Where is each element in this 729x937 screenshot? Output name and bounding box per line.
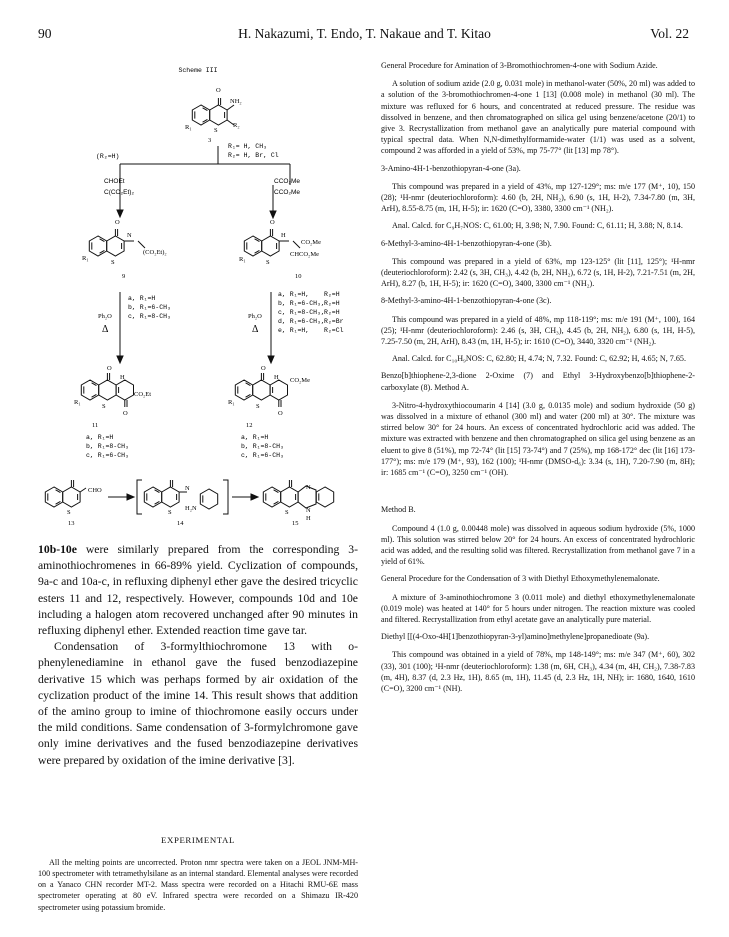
- discussion-para-1: [38, 542, 358, 639]
- compound-11-number: 11: [92, 422, 99, 429]
- sub11-c: c, R₁=6-CH₃: [86, 452, 129, 459]
- page-number: 90: [38, 26, 52, 41]
- c11-h: H: [120, 374, 125, 381]
- c11-r1: R₁: [74, 399, 81, 406]
- spacer: [381, 484, 695, 504]
- sub12-a: a, R₁=H: [241, 434, 269, 441]
- c10-r1: R₁: [239, 256, 246, 263]
- compound-13-number: 13: [68, 520, 75, 527]
- sub11-b: b, R₁=8-CH₃: [86, 443, 129, 450]
- section-heading: 3-Amino-4H-1-benzothiopyran-4-one (3a).: [381, 163, 521, 173]
- sub10-c: c, R₁=8-CH₃,: [278, 309, 325, 316]
- compound-11-structure: [81, 373, 133, 407]
- c12-co2me: CO₂Me: [290, 377, 310, 384]
- arrow-13-14: [108, 494, 134, 500]
- c3-r2: R₂: [233, 122, 240, 129]
- section-heading: Method B.: [381, 505, 416, 515]
- sub12-b: b, R₁=8-CH₃: [241, 443, 284, 450]
- compound-3-structure: [192, 98, 234, 125]
- sub10-a-r2: R₂=H: [324, 291, 340, 298]
- section-paragraph: A solution of sodium azide (2.0 g, 0.031 mole) in methanol-water (50%, 20 ml) was added to a solution of the 3-bromothiochromen-4-one 1 [13] (0.008 mole) in methanol (30 ml). The mixture was refluxed for 6 hours, and concentrated at reduced pressure. The residue was dissolved in benzene, and then chromatographed on silica gel using benzene/acetone (20/1) to give 3. Recrystallization from methanol gave an analytically pure material compound with typical spectral data. When N,N-dimethylformamide-water (1/1) was used as a solvent, compound 2 was afforded in a yield of 53%, mp 75-77° (lit [13] mp 78°).: [381, 79, 695, 156]
- reagent-right-1: CCO₂Me: [274, 178, 300, 185]
- left-condition: (R₂=H): [96, 153, 120, 160]
- c12-oxo: O: [261, 365, 266, 372]
- sub-list-11: [86, 434, 129, 459]
- compound-15-structure: [263, 480, 333, 508]
- experimental-heading: EXPERIMENTAL: [161, 834, 235, 845]
- para-lead-bold: 10b-10e: [38, 543, 77, 556]
- heat-symbol-right: Δ: [252, 324, 259, 335]
- section-paragraph: This compound was prepared in a yield of 48%, mp 118-119°; ms: m/e 191 (M⁺, 100), 164 (25); ¹H-nmr (deuteriochloroform): 2.46 (s, 3H, CH₃), 4.45 (b, 2H, NH₂), 6.80 (s, 1H, H-5), 7.25-7.50 (m, 2H, ArH), 8.43 (m, 1H, H-5); ir: 1610 (C=O), 3440, 3320 cm⁻¹ (NH₂).: [381, 314, 695, 347]
- section-heading: 6-Methyl-3-amino-4H-1-benzothiopyran-4-one (3b).: [381, 238, 552, 248]
- c14-n: N: [185, 485, 190, 492]
- c10-oxo: O: [270, 219, 275, 226]
- c12-r1: R₁: [228, 399, 235, 406]
- section-paragraph: This compound was prepared in a yield of 63%, mp 123-125° (lit [11], 125°); ¹H-nmr (deuteriochloroform): 2.42 (s, 3H, CH₃), 4.42 (b, 2H, NH₂), 6.72 (s, 1H, H-2), 7.21-7.51 (m, 2H, ArH), 8.27 (b, 1H, H-5); ir: 1620 (C=O), 3400, 3300 cm⁻¹ (NH₂).: [381, 256, 695, 289]
- sub10-e: e, R₁=H,: [278, 327, 310, 334]
- compound-12-structure: [235, 373, 287, 407]
- sub12-c: c, R₁=6-CH₃: [241, 452, 284, 459]
- c10-h: H: [281, 232, 286, 239]
- c15-h: H: [306, 515, 311, 522]
- sub10-d: d, R₁=6-CH₃,: [278, 318, 325, 325]
- sub9-c: c, R₁=8-CH₃: [128, 313, 171, 320]
- scheme-drawing: [38, 60, 358, 528]
- sub10-a: a, R₁=H,: [278, 291, 310, 298]
- c13-cho: CHO: [88, 487, 102, 494]
- compound-10-number: 10: [295, 273, 302, 280]
- c15-n2: N: [306, 507, 311, 514]
- heat-arrows: [117, 292, 274, 363]
- c11-s: S: [102, 403, 106, 410]
- c9-oxo: O: [115, 219, 120, 226]
- c9-r1: R₁: [82, 255, 89, 262]
- c15-s: S: [285, 509, 289, 516]
- section-heading: Benzo[b]thiophene-2,3-dione 2-Oxime (7) and Ethyl 3-Hydroxybenzo[b]thiophene-2-carboxylate (8). Method A.: [381, 371, 695, 392]
- c14-h2n: H₂N: [185, 505, 197, 512]
- section-paragraph: Compound 4 (1.0 g, 0.00448 mole) was dissolved in aqueous sodium hydroxide (5%, 1000 ml). This solution was stirred below 20° for 24 hours. An excess of concentrated hydrochloric acid was added, and the resulting solid was filtered. Recrystallization from methanol gave 7 in a yield of 61%.: [381, 523, 695, 567]
- heat-symbol-left: Δ: [102, 324, 109, 335]
- scheme-title: Scheme III: [178, 67, 218, 74]
- section-paragraph: Anal. Calcd. for C₉H₇NOS: C, 61.00; H, 3.98; N, 7.90. Found: C, 61.11; H, 3.88; N, 8.14.: [392, 221, 683, 231]
- heat-reagent-left: Ph₂O: [98, 313, 112, 320]
- c3-nh2: NH₂: [230, 98, 242, 105]
- compound-14-number: 14: [177, 520, 184, 527]
- c14-s: S: [168, 509, 172, 516]
- reagent-left-1: CHOEt: [104, 178, 125, 185]
- sub9-b: b, R₁=6-CH₃: [128, 304, 171, 311]
- c3-r1: R₁: [185, 124, 192, 131]
- section-paragraph: A mixture of 3-aminothiochromone 3 (0.011 mole) and diethyl ethoxymethylenemalonate (0.019 mole) was heated at 140° for 5 hours under nitrogen. The reaction mixture was cooled and filtered. Recrystallization from ethyl acetate gave an analytically pure material.: [381, 592, 695, 624]
- c9-s: S: [111, 259, 115, 266]
- c13-s: S: [67, 509, 71, 516]
- section-paragraph: This compound was obtained in a yield of 78%, mp 148-149°; ms: m/e 347 (M⁺, 60), 302 (33), 301 (100); ¹H-nmr (deuteriochloroform): 1.38 (m, 6H, CH₃), 4.34 (m, 4H, CH₂), 7.38-7.83 (m, 4H), 8.37 (d, 2.3 Hz, 1H), 8.65 (m, 1H), 11.45 (d, 2.3 Hz, 1H, NH); ir: 1680, 1640, 1610 (C=O), 3200 cm⁻¹ (NH).: [381, 650, 695, 693]
- reagent-left-2: C(CO₂Et)₂: [104, 189, 134, 196]
- compound-14-structure: [144, 480, 217, 509]
- c11-co2et: CO₂Et: [134, 391, 152, 398]
- sub11-a: a, R₁=H: [86, 434, 114, 441]
- c11-oxo2: O: [123, 410, 128, 417]
- sub-list-9: [128, 295, 171, 320]
- left-column: [38, 60, 358, 913]
- sub10-b: b, R₁=6-CH₃,: [278, 300, 325, 307]
- arrow-14-15: [232, 494, 258, 500]
- c10-chco2me: CHCO₂Me: [290, 251, 319, 258]
- sub9-a: a, R₁=H: [128, 295, 156, 302]
- sub-list-10: [278, 291, 344, 334]
- section-heading: General Procedure for Amination of 3-Bromothiochromen-4-one with Sodium Azide.: [381, 61, 658, 70]
- compound-9-number: 9: [122, 273, 126, 280]
- sub10-b-r2: R₂=H: [324, 300, 340, 307]
- c15-n: N: [306, 484, 311, 491]
- right-column: [381, 60, 695, 700]
- compound-15-number: 15: [292, 520, 299, 527]
- c3-oxo: O: [216, 87, 221, 94]
- c9-co2et2: (CO₂Et)₂: [143, 249, 167, 256]
- section-heading: Diethyl [[(4-Oxo-4H[1]benzothiopyran-3-yl)amino]methylene]propanedioate (9a).: [381, 632, 650, 642]
- reaction-scheme: [38, 60, 358, 528]
- para-2-body: Condensation of 3-formylthiochromone 13 with o-phenylenediamine in ethanol gave the fused benzodiazepine derivative 15 which was perhaps formed by air oxidation of the cyclization product of the imine 14. This result shows that addition of the amino group to imine of thiochromone easily occurs under the mild conditions. Same condensation of 3-formylchromone gave only imine derivatives and the fused benzodiazepine derivatives were prepared by oxidation of the imine derivative [3].: [38, 640, 358, 767]
- compound-3-number: 3: [208, 137, 212, 144]
- c9-n: N: [127, 232, 132, 239]
- section-heading: General Procedure for the Condensation of 3 with Diethyl Ethoxymethylenemalonate.: [381, 574, 660, 584]
- sub-r2-top: R₂= H, Br, Cl: [228, 152, 279, 159]
- section-paragraph: 3-Nitro-4-hydroxythiocoumarin 4 [14] (3.0 g, 0.0135 mole) and sodium hydroxide (50 g) was dissolved in a mixture of ethanol (300 ml) and water (200 ml) at 30°. The mixture was stirred below 30° for 24 hours. An excess of concentrated hydrochloric acid was added. The mixture was extracted with benzene and then chromatographed on silica gel using benzene as an eluent to give 8 (51%), mp 72-74° (lit [15] 73-74°) and 7 (25%), mp 168-172° dec (lit [16] 173-177°); ms: m/e 179 (M⁺, 93), 162 (100); ¹H-nmr (DMSO-d₆): 3.34 (s, 1H), 7.20-7.90 (m, 8H); ir: 1685 cm⁻¹ (C=O), 3250 cm⁻¹ (OH).: [381, 400, 695, 478]
- running-header-authors: H. Nakazumi, T. Endo, T. Nakaue and T. Kitao: [238, 26, 491, 41]
- reagent-right-2: CCO₂Me: [274, 189, 300, 196]
- compound-9-structure: [89, 229, 145, 256]
- c10-co2me: CO₂Me: [301, 239, 321, 246]
- section-paragraph: Anal. Calcd. for C₁₀H₉NOS: C, 62.80; H, 4.74; N, 7.32. Found: C, 62.92; H, 4.65; N, 7.65.: [392, 354, 686, 364]
- sub-r1-top: R₁= H, CH₃: [228, 143, 268, 150]
- sub10-d-r2: R₂=Br: [324, 318, 344, 325]
- discussion-para-2: [38, 639, 358, 769]
- c12-h: H: [274, 374, 279, 381]
- sub10-c-r2: R₂=H: [324, 309, 340, 316]
- compound-12-number: 12: [246, 422, 253, 429]
- c3-s: S: [214, 127, 218, 134]
- compound-13-structure: [45, 480, 86, 507]
- bracket-left: [137, 480, 142, 514]
- c12-oxo2: O: [278, 410, 283, 417]
- section-heading: 8-Methyl-3-amino-4H-1-benzothiopyran-4-one (3c).: [381, 296, 552, 306]
- discussion-text: [38, 542, 358, 769]
- section-paragraph: This compound was prepared in a yield of 43%, mp 127-129°; ms: m/e 177 (M⁺, 10), 150 (28); ¹H-nmr (deuteriochloroform): 4.60 (b, 2H, NH₂), 6.90 (s, 1H, H-2), 7.34-7.80 (m, 3H, ArH), 8.55-8.75 (m, 1H, H-5); ir: 1620 (C=O), 3380, 3300 cm⁻¹ (NH₂).: [381, 181, 695, 214]
- c12-s: S: [256, 403, 260, 410]
- para-1-body: were similarly prepared from the corresponding 3-aminothiochromenes in 66-89% yield. Cyclization of compounds, 9a-c and 10a-c, in refluxing diphenyl ether gave the desired tricyclic esters 11 and 12, respectively. However, compounds 10d and 10e including a halogen atom recovered unchanged after 90 minutes in refluxing diphenyl ether. Extended reaction time gave tar.: [38, 543, 358, 638]
- sub10-e-r2: R₂=Cl: [324, 327, 344, 334]
- volume-label: Vol. 22: [650, 26, 689, 41]
- sub-list-12: [241, 434, 284, 459]
- bracket-right: [223, 480, 228, 514]
- c11-oxo: O: [107, 365, 112, 372]
- c10-s: S: [266, 259, 270, 266]
- heat-reagent-right: Ph₂O: [248, 313, 262, 320]
- experimental-paragraph: All the melting points are uncorrected. Proton nmr spectra were taken on a JEOL JNM-MH-100 spectrometer with tetramethylsilane as an internal standard. Elemental analyses were recorded on a Yanaco CHN recorder MT-2. Mass spectra were recorded on a Hitachi RMU-6E mass spectrometer operating at 80 eV. Infrared spectra were recorded on a Shimazu IR-420 spectrometer using potassium bromide.: [38, 857, 358, 912]
